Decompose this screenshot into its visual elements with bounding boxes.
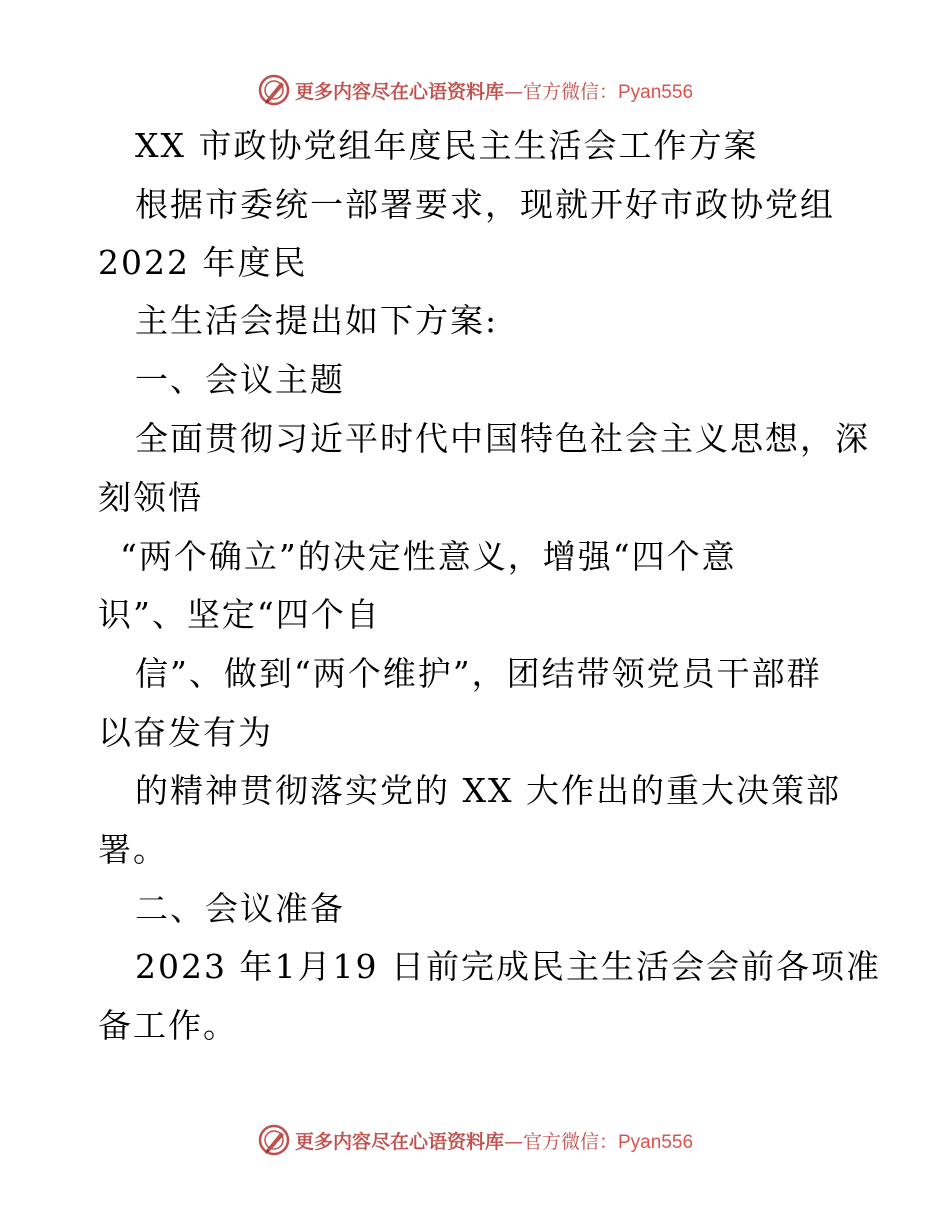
document-paragraph-line: 信”、做到“两个维护”，团结带领党员干部群 bbox=[135, 654, 822, 693]
document-paragraph-line: 署。 bbox=[98, 830, 168, 869]
document-title: XX 市政协党组年度民主生活会工作方案 bbox=[135, 126, 759, 165]
document-paragraph-line: 刻领悟 bbox=[98, 478, 203, 517]
document-paragraph-line: 2023 年1月19 日前完成民主生活会会前各项准 bbox=[135, 947, 881, 986]
watermark-banner-bottom bbox=[0, 1118, 950, 1162]
section-heading-2: 二、会议准备 bbox=[135, 889, 345, 928]
watermark-wechat-label: 官方微信： bbox=[522, 1130, 618, 1153]
watermark-account: Pyan556 bbox=[618, 1131, 694, 1153]
document-paragraph-line: 以奋发有为 bbox=[98, 713, 273, 752]
watermark-text bbox=[295, 1127, 693, 1154]
watermark-main-text: 更多内容尽在心语资料库 bbox=[294, 1130, 504, 1153]
document-paragraph-line: 识”、坚定“四个自 bbox=[98, 595, 381, 634]
document-paragraph-line: 的精神贯彻落实党的 XX 大作出的重大决策部 bbox=[135, 771, 841, 810]
document-paragraph-line: 备工作。 bbox=[98, 1006, 238, 1045]
document-paragraph-line: 根据市委统一部署要求，现就开好市政协党组 bbox=[135, 185, 835, 224]
watermark-account: Pyan556 bbox=[618, 81, 694, 103]
watermark-dash: — bbox=[503, 80, 523, 103]
document-paragraph-line: 2022 年度民 bbox=[98, 243, 308, 282]
pen-logo-icon bbox=[257, 1123, 291, 1157]
watermark-main-text: 更多内容尽在心语资料库 bbox=[294, 80, 504, 103]
watermark-dash: — bbox=[503, 1130, 523, 1153]
document-paragraph-line: 主生活会提出如下方案: bbox=[135, 301, 499, 340]
document-paragraph-line: “两个确立”的决定性意义，增强“四个意 bbox=[120, 537, 737, 576]
watermark-wechat-label: 官方微信： bbox=[522, 80, 618, 103]
document-paragraph-line: 全面贯彻习近平时代中国特色社会主义思想，深 bbox=[135, 419, 870, 458]
section-heading-1: 一、会议主题 bbox=[135, 360, 345, 399]
